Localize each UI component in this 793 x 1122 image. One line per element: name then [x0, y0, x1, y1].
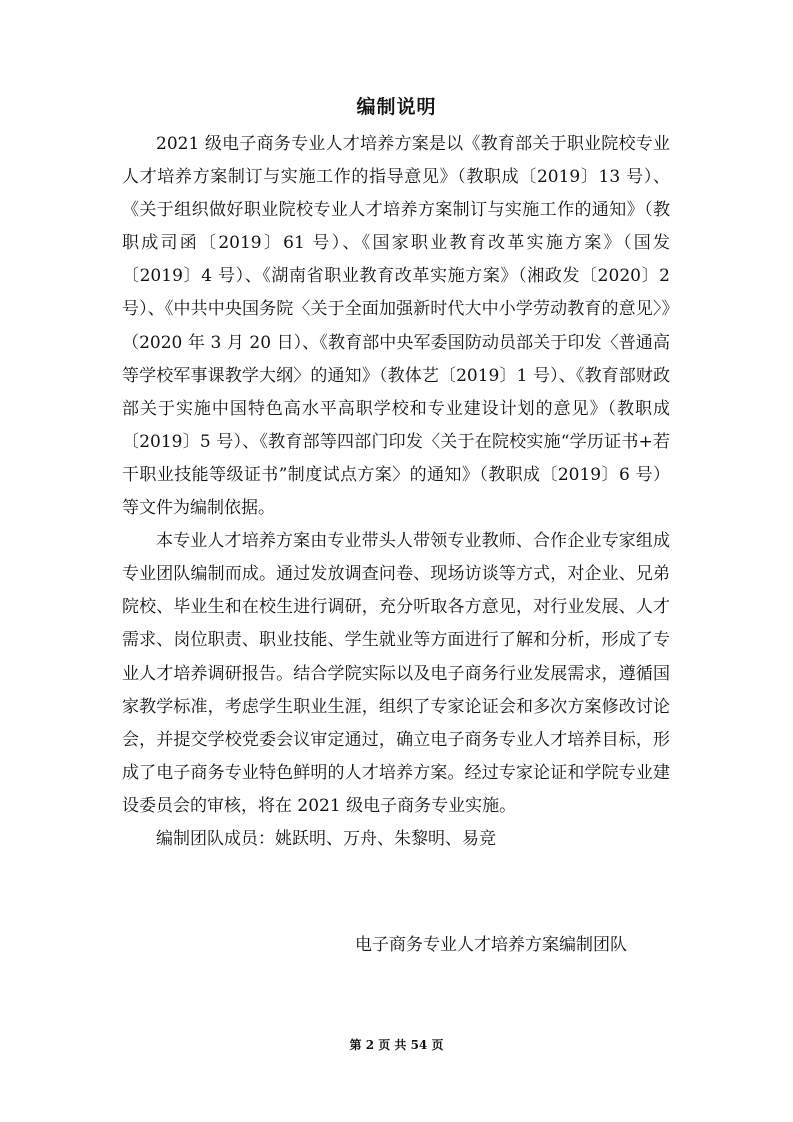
document-body: [122, 128, 670, 856]
paragraph-team-members: 编制团队成员：姚跃明、万舟、朱黎明、易竞: [156, 828, 496, 849]
page-number: 第 2 页 共 54 页: [349, 1038, 444, 1052]
paragraph-process: 本专业人才培养方案由专业带头人带领专业教师、合作企业专家组成专业团队编制而成。通过发放调查问卷、现场访谈等方式，对企业、兄弟院校、毕业生和在校生进行调研，充分听取各方意见，对行业发展、人才需求、岗位职责、职业技能、学生就业等方面进行了解和分析，形成了专业人才培养调研报告。结合学院实际以及电子商务行业发展需求，遵循国家教学标准，考虑学生职业生涯，组织了专家论证会和多次方案修改讨论会，并提交学校党委会议审定通过，确立电子商务专业人才培养目标，形成了电子商务专业特色鲜明的人才培养方案。经过专家论证和学院专业建设委员会的审核，将在 2021 级电子商务专业实施。: [122, 531, 670, 816]
paragraph-basis: 2021 级电子商务专业人才培养方案是以《教育部关于职业院校专业人才培养方案制订与实施工作的指导意见》（教职成〔2019〕13 号）、《关于组织做好职业院校专业人才培养方案制订与实施工作的通知》（教职成司函〔2019〕61 号）、《国家职业教育改革实施方案》（国发〔2019〕4 号）、《湖南省职业教育改革实施方案》（湘政发〔2020〕2 号）、《中共中央国务院〈关于全面加强新时代大中小学劳动教育的意见〉》（2020 年 3 月 20 日）、《教育部中央军委国防动员部关于印发〈普通高等学校军事课教学大纲〉的通知》（教体艺〔2019〕1 号）、《教育部财政部关于实施中国特色高水平高职学校和专业建设计划的意见》（教职成〔2019〕5 号）、《教育部等四部门印发〈关于在院校实施“学历证书+若干职业技能等级证书”制度试点方案〉的通知》（教职成〔2019〕6 号）等文件为编制依据。: [122, 134, 670, 519]
document-title: 编制说明: [356, 96, 437, 118]
signature: 电子商务专业人才培养方案编制团队: [355, 935, 627, 955]
